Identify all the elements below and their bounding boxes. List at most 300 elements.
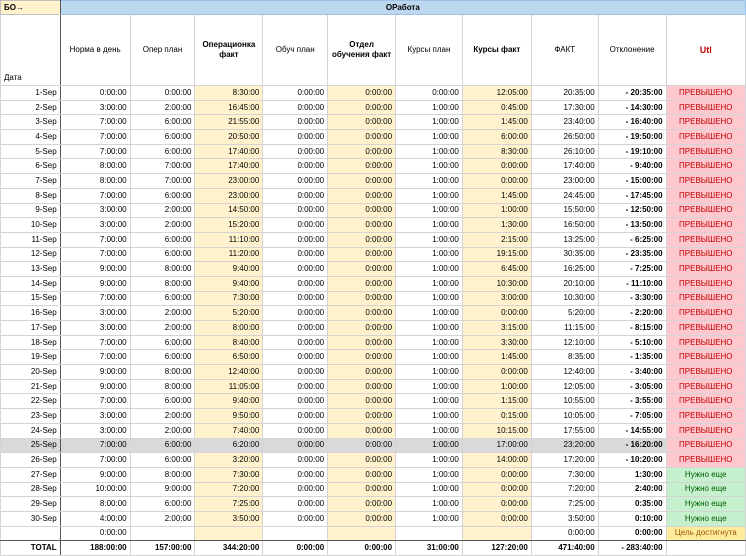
cell-date[interactable]: 11-Sep [1,232,61,247]
cell-date[interactable]: 28-Sep [1,482,61,497]
cell-date[interactable]: 23-Sep [1,409,61,424]
cell-fakt[interactable]: 17:40:00 [531,159,598,174]
cell-courses-fact[interactable]: 8:30:00 [462,144,531,159]
cell-date[interactable]: 12-Sep [1,247,61,262]
table-row[interactable] [1,453,746,468]
cell-edu-plan[interactable]: 0:00:00 [263,365,328,380]
table-row[interactable] [1,497,746,512]
cell-date[interactable]: 1-Sep [1,86,61,101]
cell-norm[interactable]: 7:00:00 [60,350,130,365]
cell-norm[interactable]: 7:00:00 [60,438,130,453]
cell-courses-fact[interactable]: 19:15:00 [462,247,531,262]
cell-deviation[interactable]: - 13:50:00 [598,218,666,233]
cell-date[interactable]: 6-Sep [1,159,61,174]
cell-fakt[interactable]: 10:55:00 [531,394,598,409]
cell-op-fact[interactable]: 3:20:00 [195,453,263,468]
cell-deviation[interactable]: 2:40:00 [598,482,666,497]
cell-courses-fact[interactable]: 0:45:00 [462,100,531,115]
cell-courses-plan[interactable]: 1:00:00 [396,100,463,115]
cell-edu-fact[interactable]: 0:00:00 [328,262,396,277]
cell-fakt[interactable]: 17:20:00 [531,453,598,468]
cell-util[interactable]: ПРЕВЫШЕНО [666,86,745,101]
cell-util[interactable]: ПРЕВЫШЕНО [666,438,745,453]
total-courses-plan[interactable]: 31:00:00 [396,541,463,556]
cell-courses-plan[interactable]: 1:00:00 [396,394,463,409]
cell-op-plan[interactable]: 6:00:00 [130,115,195,130]
cell-norm[interactable]: 10:00:00 [60,482,130,497]
cell-norm[interactable]: 9:00:00 [60,365,130,380]
cell-deviation[interactable]: - 20:35:00 [598,86,666,101]
cell-util[interactable]: ПРЕВЫШЕНО [666,232,745,247]
cell-courses-plan[interactable]: 1:00:00 [396,511,463,526]
cell-util[interactable]: ПРЕВЫШЕНО [666,321,745,336]
cell-deviation[interactable]: - 17:45:00 [598,188,666,203]
table-row[interactable] [1,218,746,233]
cell-courses-fact[interactable]: 14:00:00 [462,453,531,468]
cell-util[interactable]: ПРЕВЫШЕНО [666,365,745,380]
cell-op-fact[interactable]: 17:40:00 [195,159,263,174]
cell-util[interactable]: ПРЕВЫШЕНО [666,423,745,438]
cell-norm[interactable]: 9:00:00 [60,262,130,277]
cell-deviation[interactable]: - 3:30:00 [598,291,666,306]
cell-deviation[interactable]: - 3:05:00 [598,379,666,394]
cell-courses-plan[interactable] [396,526,463,541]
cell-norm[interactable]: 7:00:00 [60,188,130,203]
cell-fakt[interactable]: 30:35:00 [531,247,598,262]
cell-op-plan[interactable]: 9:00:00 [130,482,195,497]
cell-op-plan[interactable]: 6:00:00 [130,232,195,247]
cell-util[interactable]: ПРЕВЫШЕНО [666,350,745,365]
cell-op-fact[interactable]: 7:30:00 [195,467,263,482]
cell-op-plan[interactable]: 6:00:00 [130,130,195,145]
cell-deviation[interactable]: - 23:35:00 [598,247,666,262]
cell-edu-plan[interactable]: 0:00:00 [263,247,328,262]
cell-op-fact[interactable]: 21:55:00 [195,115,263,130]
cell-fakt[interactable]: 17:55:00 [531,423,598,438]
table-row[interactable] [1,86,746,101]
cell-courses-plan[interactable]: 1:00:00 [396,276,463,291]
cell-edu-fact[interactable]: 0:00:00 [328,497,396,512]
cell-edu-plan[interactable]: 0:00:00 [263,497,328,512]
cell-util[interactable]: ПРЕВЫШЕНО [666,144,745,159]
cell-norm[interactable]: 7:00:00 [60,453,130,468]
cell-courses-fact[interactable]: 3:15:00 [462,321,531,336]
cell-courses-plan[interactable]: 1:00:00 [396,423,463,438]
cell-courses-plan[interactable]: 1:00:00 [396,453,463,468]
cell-op-plan[interactable]: 2:00:00 [130,423,195,438]
cell-edu-plan[interactable]: 0:00:00 [263,174,328,189]
cell-fakt[interactable]: 12:05:00 [531,379,598,394]
cell-edu-plan[interactable]: 0:00:00 [263,203,328,218]
cell-date[interactable]: 29-Sep [1,497,61,512]
cell-courses-plan[interactable]: 0:00:00 [396,86,463,101]
cell-courses-fact[interactable]: 1:45:00 [462,115,531,130]
cell-courses-fact[interactable]: 1:00:00 [462,379,531,394]
cell-op-fact[interactable]: 23:00:00 [195,188,263,203]
table-row[interactable] [1,188,746,203]
cell-fakt[interactable]: 7:30:00 [531,467,598,482]
cell-courses-plan[interactable]: 1:00:00 [396,379,463,394]
cell-date[interactable]: 20-Sep [1,365,61,380]
cell-op-fact[interactable]: 5:20:00 [195,306,263,321]
cell-date[interactable]: 17-Sep [1,321,61,336]
cell-norm[interactable]: 3:00:00 [60,306,130,321]
cell-date[interactable]: 21-Sep [1,379,61,394]
header-courses-fact[interactable]: Курсы факт [462,15,531,86]
cell-op-plan[interactable] [130,526,195,541]
cell-courses-fact[interactable]: 0:00:00 [462,174,531,189]
cell-date[interactable]: 13-Sep [1,262,61,277]
cell-op-fact[interactable]: 9:40:00 [195,394,263,409]
table-row-empty[interactable] [1,526,746,541]
cell-norm[interactable]: 7:00:00 [60,335,130,350]
cell-date[interactable] [1,526,61,541]
cell-op-plan[interactable]: 7:00:00 [130,159,195,174]
header-norm[interactable]: Норма в день [60,15,130,86]
cell-fakt[interactable]: 20:10:00 [531,276,598,291]
cell-util[interactable]: ПРЕВЫШЕНО [666,379,745,394]
cell-deviation[interactable]: - 16:40:00 [598,115,666,130]
cell-op-fact[interactable]: 17:40:00 [195,144,263,159]
cell-norm[interactable]: 8:00:00 [60,497,130,512]
cell-op-fact[interactable]: 7:30:00 [195,291,263,306]
cell-op-fact[interactable]: 11:10:00 [195,232,263,247]
table-row[interactable] [1,394,746,409]
cell-courses-fact[interactable]: 6:00:00 [462,130,531,145]
cell-courses-plan[interactable]: 1:00:00 [396,188,463,203]
cell-date[interactable]: 8-Sep [1,188,61,203]
cell-courses-plan[interactable]: 1:00:00 [396,306,463,321]
cell-edu-fact[interactable]: 0:00:00 [328,511,396,526]
table-row[interactable] [1,335,746,350]
cell-op-fact[interactable]: 23:00:00 [195,174,263,189]
table-row[interactable] [1,115,746,130]
cell-fakt[interactable]: 20:35:00 [531,86,598,101]
cell-fakt[interactable]: 15:50:00 [531,203,598,218]
cell-edu-fact[interactable]: 0:00:00 [328,86,396,101]
cell-util[interactable]: Нужно еще [666,467,745,482]
table-row[interactable] [1,203,746,218]
cell-edu-fact[interactable]: 0:00:00 [328,335,396,350]
total-norm[interactable]: 188:00:00 [60,541,130,556]
cell-courses-plan[interactable]: 1:00:00 [396,482,463,497]
cell-date[interactable]: 24-Sep [1,423,61,438]
cell-date[interactable]: 27-Sep [1,467,61,482]
cell-courses-fact[interactable]: 2:15:00 [462,232,531,247]
cell-fakt[interactable]: 8:35:00 [531,350,598,365]
cell-op-plan[interactable]: 2:00:00 [130,203,195,218]
cell-op-fact[interactable]: 8:30:00 [195,86,263,101]
cell-edu-fact[interactable]: 0:00:00 [328,247,396,262]
cell-op-plan[interactable]: 8:00:00 [130,276,195,291]
cell-courses-plan[interactable]: 1:00:00 [396,321,463,336]
total-fakt[interactable]: 471:40:00 [531,541,598,556]
cell-util[interactable]: Нужно еще [666,497,745,512]
table-row[interactable] [1,321,746,336]
cell-op-plan[interactable]: 6:00:00 [130,453,195,468]
cell-util[interactable]: ПРЕВЫШЕНО [666,188,745,203]
cell-edu-plan[interactable] [263,526,328,541]
cell-edu-fact[interactable]: 0:00:00 [328,438,396,453]
cell-edu-fact[interactable]: 0:00:00 [328,232,396,247]
cell-edu-fact[interactable]: 0:00:00 [328,174,396,189]
cell-edu-plan[interactable]: 0:00:00 [263,482,328,497]
cell-util[interactable]: ПРЕВЫШЕНО [666,262,745,277]
cell-op-plan[interactable]: 2:00:00 [130,218,195,233]
cell-util[interactable]: Нужно еще [666,482,745,497]
cell-fakt[interactable]: 10:30:00 [531,291,598,306]
cell-courses-plan[interactable]: 1:00:00 [396,232,463,247]
cell-date[interactable]: 10-Sep [1,218,61,233]
cell-edu-plan[interactable]: 0:00:00 [263,379,328,394]
cell-courses-fact[interactable]: 0:00:00 [462,159,531,174]
cell-util[interactable]: ПРЕВЫШЕНО [666,218,745,233]
total-op-fact[interactable]: 344:20:00 [195,541,263,556]
total-courses-fact[interactable]: 127:20:00 [462,541,531,556]
cell-fakt[interactable]: 3:50:00 [531,511,598,526]
cell-op-plan[interactable]: 6:00:00 [130,394,195,409]
cell-edu-plan[interactable]: 0:00:00 [263,394,328,409]
table-row[interactable] [1,511,746,526]
cell-dev[interactable]: 0:00:00 [598,526,666,541]
cell-op-fact[interactable]: 11:20:00 [195,247,263,262]
cell-util[interactable]: ПРЕВЫШЕНО [666,130,745,145]
cell-date[interactable]: 25-Sep [1,438,61,453]
cell-norm[interactable]: 7:00:00 [60,394,130,409]
cell-date[interactable]: 7-Sep [1,174,61,189]
cell-courses-fact[interactable]: 3:30:00 [462,335,531,350]
table-row[interactable] [1,291,746,306]
cell-norm[interactable]: 3:00:00 [60,423,130,438]
cell-util[interactable]: ПРЕВЫШЕНО [666,159,745,174]
cell-courses-fact[interactable]: 10:30:00 [462,276,531,291]
cell-fakt[interactable]: 11:15:00 [531,321,598,336]
cell-deviation[interactable]: - 16:20:00 [598,438,666,453]
header-op-fact[interactable]: Операционка факт [195,15,263,86]
cell-courses-fact[interactable]: 0:00:00 [462,306,531,321]
table-row[interactable] [1,262,746,277]
cell-courses-plan[interactable]: 1:00:00 [396,130,463,145]
cell-op-fact[interactable]: 9:40:00 [195,276,263,291]
cell-courses-plan[interactable]: 1:00:00 [396,247,463,262]
cell-edu-fact[interactable]: 0:00:00 [328,423,396,438]
cell-deviation[interactable]: - 3:40:00 [598,365,666,380]
cell-edu-fact[interactable]: 0:00:00 [328,130,396,145]
cell-op-plan[interactable]: 2:00:00 [130,511,195,526]
cell-fakt[interactable]: 16:50:00 [531,218,598,233]
cell-op-plan[interactable]: 8:00:00 [130,365,195,380]
cell-deviation[interactable]: - 19:50:00 [598,130,666,145]
table-row[interactable] [1,379,746,394]
cell-util[interactable]: ПРЕВЫШЕНО [666,291,745,306]
cell-courses-fact[interactable]: 0:00:00 [462,497,531,512]
cell-edu-fact[interactable]: 0:00:00 [328,291,396,306]
cell-courses-fact[interactable]: 12:05:00 [462,86,531,101]
cell-deviation[interactable]: - 15:00:00 [598,174,666,189]
cell-deviation[interactable]: - 7:25:00 [598,262,666,277]
cell-date[interactable]: 18-Sep [1,335,61,350]
cell-fakt[interactable]: 12:10:00 [531,335,598,350]
cell-courses-fact[interactable]: 1:45:00 [462,188,531,203]
cell-edu-plan[interactable]: 0:00:00 [263,438,328,453]
cell-norm[interactable]: 9:00:00 [60,379,130,394]
cell-util[interactable]: ПРЕВЫШЕНО [666,203,745,218]
cell-edu-plan[interactable]: 0:00:00 [263,423,328,438]
cell-norm[interactable]: 9:00:00 [60,276,130,291]
cell-deviation[interactable]: - 8:15:00 [598,321,666,336]
cell-date[interactable]: 9-Sep [1,203,61,218]
cell-norm[interactable]: 8:00:00 [60,159,130,174]
cell-norm[interactable]: 7:00:00 [60,247,130,262]
total-row[interactable] [1,541,746,556]
header-courses-plan[interactable]: Курсы план [396,15,463,86]
cell-edu-plan[interactable]: 0:00:00 [263,100,328,115]
cell-deviation[interactable]: - 5:10:00 [598,335,666,350]
cell-courses-fact[interactable]: 0:00:00 [462,467,531,482]
table-row[interactable] [1,100,746,115]
header-date[interactable]: Дата [1,15,61,86]
cell-edu-fact[interactable]: 0:00:00 [328,409,396,424]
cell-op-fact[interactable]: 15:20:00 [195,218,263,233]
cell-edu-fact[interactable] [328,526,396,541]
cell-deviation[interactable]: - 12:50:00 [598,203,666,218]
total-dev[interactable]: - 283:40:00 [598,541,666,556]
cell-edu-fact[interactable]: 0:00:00 [328,482,396,497]
table-row[interactable] [1,159,746,174]
cell-norm[interactable]: 7:00:00 [60,115,130,130]
cell-util[interactable]: ПРЕВЫШЕНО [666,306,745,321]
table-row[interactable] [1,438,746,453]
cell-util[interactable]: ПРЕВЫШЕНО [666,100,745,115]
cell-op-plan[interactable]: 6:00:00 [130,188,195,203]
cell-op-fact[interactable]: 8:00:00 [195,321,263,336]
cell-courses-fact[interactable]: 17:00:00 [462,438,531,453]
cell-util[interactable]: Нужно еще [666,511,745,526]
cell-courses-plan[interactable]: 1:00:00 [396,262,463,277]
cell-edu-fact[interactable]: 0:00:00 [328,188,396,203]
cell-edu-plan[interactable]: 0:00:00 [263,306,328,321]
cell-norm[interactable]: 3:00:00 [60,321,130,336]
table-row[interactable] [1,306,746,321]
cell-norm[interactable]: 3:00:00 [60,100,130,115]
cell-op-plan[interactable]: 6:00:00 [130,247,195,262]
cell-date[interactable]: 26-Sep [1,453,61,468]
cell-edu-plan[interactable]: 0:00:00 [263,86,328,101]
cell-edu-fact[interactable]: 0:00:00 [328,379,396,394]
cell-op-fact[interactable]: 7:40:00 [195,423,263,438]
cell-fakt[interactable]: 0:00:00 [531,526,598,541]
cell-fakt[interactable]: 26:10:00 [531,144,598,159]
table-row[interactable] [1,467,746,482]
cell-courses-plan[interactable]: 1:00:00 [396,203,463,218]
cell-courses-plan[interactable]: 1:00:00 [396,438,463,453]
cell-deviation[interactable]: - 2:20:00 [598,306,666,321]
cell-date[interactable]: 19-Sep [1,350,61,365]
table-row[interactable] [1,365,746,380]
cell-date[interactable]: 5-Sep [1,144,61,159]
table-row[interactable] [1,232,746,247]
cell-courses-plan[interactable]: 1:00:00 [396,335,463,350]
cell-edu-plan[interactable]: 0:00:00 [263,453,328,468]
cell-edu-plan[interactable]: 0:00:00 [263,511,328,526]
cell-courses-plan[interactable]: 1:00:00 [396,115,463,130]
cell-fakt[interactable]: 17:30:00 [531,100,598,115]
table-row[interactable] [1,144,746,159]
cell-op-fact[interactable]: 20:50:00 [195,130,263,145]
cell-fakt[interactable]: 7:25:00 [531,497,598,512]
cell-edu-plan[interactable]: 0:00:00 [263,467,328,482]
cell-op-fact[interactable]: 6:50:00 [195,350,263,365]
cell-op-fact[interactable]: 3:50:00 [195,511,263,526]
cell-norm[interactable]: 4:00:00 [60,511,130,526]
cell-deviation[interactable]: - 1:35:00 [598,350,666,365]
cell-norm[interactable]: 3:00:00 [60,409,130,424]
total-edu-fact[interactable]: 0:00:00 [328,541,396,556]
cell-courses-fact[interactable] [462,526,531,541]
cell-date[interactable]: 4-Sep [1,130,61,145]
cell-date[interactable]: 22-Sep [1,394,61,409]
cell-courses-fact[interactable]: 1:15:00 [462,394,531,409]
cell-op-fact[interactable] [195,526,263,541]
cell-op-plan[interactable]: 7:00:00 [130,174,195,189]
cell-op-fact[interactable]: 9:50:00 [195,409,263,424]
ob-work-band[interactable]: ОРабота [60,1,745,15]
header-util[interactable]: Utl [666,15,745,86]
cell-op-plan[interactable]: 2:00:00 [130,100,195,115]
cell-fakt[interactable]: 23:00:00 [531,174,598,189]
cell-util[interactable]: ПРЕВЫШЕНО [666,115,745,130]
cell-courses-plan[interactable]: 1:00:00 [396,365,463,380]
cell-courses-plan[interactable]: 1:00:00 [396,174,463,189]
cell-courses-plan[interactable]: 1:00:00 [396,409,463,424]
cell-edu-fact[interactable]: 0:00:00 [328,306,396,321]
cell-courses-fact[interactable]: 1:45:00 [462,350,531,365]
cell-edu-fact[interactable]: 0:00:00 [328,467,396,482]
cell-norm[interactable]: 0:00:00 [60,526,130,541]
table-row[interactable] [1,247,746,262]
cell-deviation[interactable]: - 14:55:00 [598,423,666,438]
cell-fakt[interactable]: 5:20:00 [531,306,598,321]
cell-op-plan[interactable]: 6:00:00 [130,497,195,512]
cell-fakt[interactable]: 16:25:00 [531,262,598,277]
cell-edu-plan[interactable]: 0:00:00 [263,291,328,306]
cell-date[interactable]: 14-Sep [1,276,61,291]
cell-util[interactable]: ПРЕВЫШЕНО [666,453,745,468]
cell-op-fact[interactable]: 14:50:00 [195,203,263,218]
cell-edu-fact[interactable]: 0:00:00 [328,350,396,365]
cell-edu-fact[interactable]: 0:00:00 [328,159,396,174]
cell-deviation[interactable]: - 14:30:00 [598,100,666,115]
cell-edu-fact[interactable]: 0:00:00 [328,100,396,115]
cell-courses-plan[interactable]: 1:00:00 [396,291,463,306]
cell-norm[interactable]: 7:00:00 [60,144,130,159]
cell-deviation[interactable]: - 9:40:00 [598,159,666,174]
cell-edu-plan[interactable]: 0:00:00 [263,276,328,291]
header-deviation[interactable]: Отклонение [598,15,666,86]
cell-edu-plan[interactable]: 0:00:00 [263,321,328,336]
table-row[interactable] [1,276,746,291]
table-row[interactable] [1,409,746,424]
cell-fakt[interactable]: 12:40:00 [531,365,598,380]
cell-op-plan[interactable]: 2:00:00 [130,409,195,424]
cell-courses-plan[interactable]: 1:00:00 [396,350,463,365]
cell-op-plan[interactable]: 6:00:00 [130,438,195,453]
cell-deviation[interactable]: - 19:10:00 [598,144,666,159]
total-util[interactable] [666,541,745,556]
corner-cell[interactable]: БО→ [1,1,61,15]
header-edu-plan[interactable]: Обуч план [263,15,328,86]
cell-deviation[interactable]: - 10:20:00 [598,453,666,468]
